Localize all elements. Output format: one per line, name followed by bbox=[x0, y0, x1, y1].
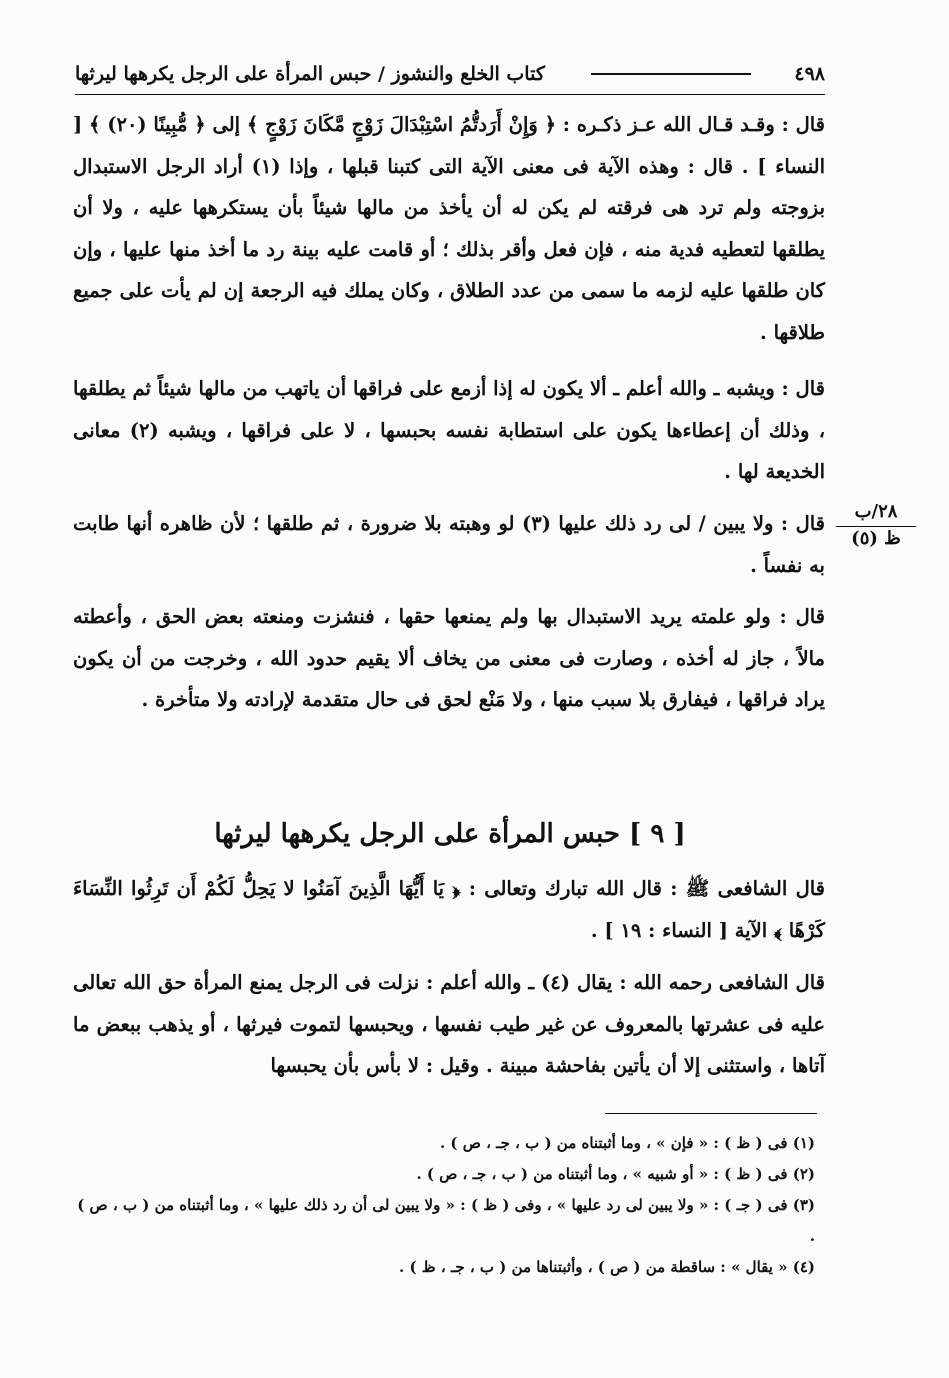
running-title: كتاب الخلع والنشوز / حبس المرأة على الرجل يكرهها ليرثها bbox=[75, 63, 545, 85]
section-heading: [ ٩ ] حبس المرأة على الرجل يكرهها ليرثها bbox=[214, 819, 686, 849]
paragraph-1: قال : وقـد قـال الله عـز ذكـره : ﴿ وَإِنْ أَرَدتُّمُ اسْتِبْدَالَ زَوْجٍ مَّكَانَ زَوْجٍ ﴾ إلى ﴿ مُّبِينًا (٢٠) ﴾ [ النساء ] . قال : وهذه الآية فى معنى الآية التى كتبنا قبلها ، وإذا (١) أراد الرجل الاستبدال بزوجته ولم ترد هى فرقته لم يكن له أن يأخذ من مالها شيئاً بأن يستكرهها عليه ، ولا أن يطلقها لتعطيه فدية منه ، فإن فعل وأقر بذلك ؛ أو قامت عليه بينة رد ما أخذ منها عليها ، وإن كان طلقها عليه لزمه ما سمى من عدد الطلاق ، وكان يملك فيه الرجعة إن لم يأت على جميع طلاقها . bbox=[73, 113, 825, 344]
page-header bbox=[75, 56, 825, 92]
paragraph-3: قال : ولا يبين / لى رد ذلك عليها (٣) لو وهبته بلا ضرورة ، ثم طلقها ؛ لأن ظاهره أنها طابت به نفساً . bbox=[73, 512, 825, 577]
footnote-2: (٢) فى ( ظ ) : « أو شبيه » ، وما أثبتناه من ( ب ، جـ ، ص ) . bbox=[416, 1165, 815, 1183]
section-paragraph-1: قال الشافعى ﷺ : قال الله تبارك وتعالى : ﴿ يَا أَيُّهَا الَّذِينَ آمَنُوا لا يَحِلُّ لَكُمْ أَن تَرِثُوا النِّسَاءَ كَرْهًا ﴾ الآية [ النساء : ١٩ ] . bbox=[73, 877, 825, 942]
footnote-3: (٣) فى ( جـ ) : « ولا يبين لى رد عليها » ، وفى ( ظ ) : « ولا يبين لى أن رد ذلك عليها » ، وما أثبتناه من ( ب ، ص ) . bbox=[77, 1196, 815, 1245]
footnote-rule bbox=[605, 1113, 817, 1114]
footnote-4: (٤) « يقال » : ساقطة من ( ص ) ، وأثبتناها من ( ب ، جـ ، ظ ) . bbox=[399, 1258, 815, 1276]
paragraph-2: قال : ويشبه ـ والله أعلم ـ ألا يكون له إذا أزمع على فراقها أن ياتهب من مالها شيئاً ثم يطلقها ، وذلك أن إعطاءها يكون على استطابة نفسه بحبسها ، لا على فراقها ، ويشبه (٢) معانى الخديعة لها . bbox=[73, 377, 825, 483]
margin-note-folio: ٢٨/ب bbox=[836, 500, 916, 527]
header-rule bbox=[75, 94, 825, 95]
header-dash bbox=[591, 73, 751, 75]
footnote-1: (١) فى ( ظ ) : « فإن » ، وما أثبتناه من ( ب ، جـ ، ص ) . bbox=[439, 1134, 815, 1152]
margin-note-manuscript: ظ (٥) bbox=[851, 528, 901, 549]
section-paragraph-2: قال الشافعى رحمه الله : يقال (٤) ـ والله أعلم : نزلت فى الرجل يمنع المرأة حق الله تعالى عليه فى عشرتها بالمعروف عن غير طيب نفسها ، ويحبسها لتموت فيرثها ، أو يذهب ببعض ما آتاها ، واستثنى إلا أن يأتين بفاحشة مبينة . وقيل : لا بأس بأن يحبسها bbox=[73, 971, 825, 1077]
footnotes bbox=[75, 1128, 815, 1283]
manuscript-margin-note bbox=[836, 500, 916, 551]
page-number: ٤٩٨ bbox=[794, 63, 825, 85]
paragraph-4: قال : ولو علمته يريد الاستبدال بها ولم يمنعها حقها ، فنشزت ومنعته بعض الحق ، وأعطته مالاً ، جاز له أخذه ، وصارت فى معنى من يخاف ألا يقيم حدود الله ، وخرجت من أن يكون يراد فراقها ، فيفارق بلا سبب منها ، ولا مَنْع لحق فى حال متقدمة لإرادته ولا متأخرة . bbox=[73, 605, 825, 711]
